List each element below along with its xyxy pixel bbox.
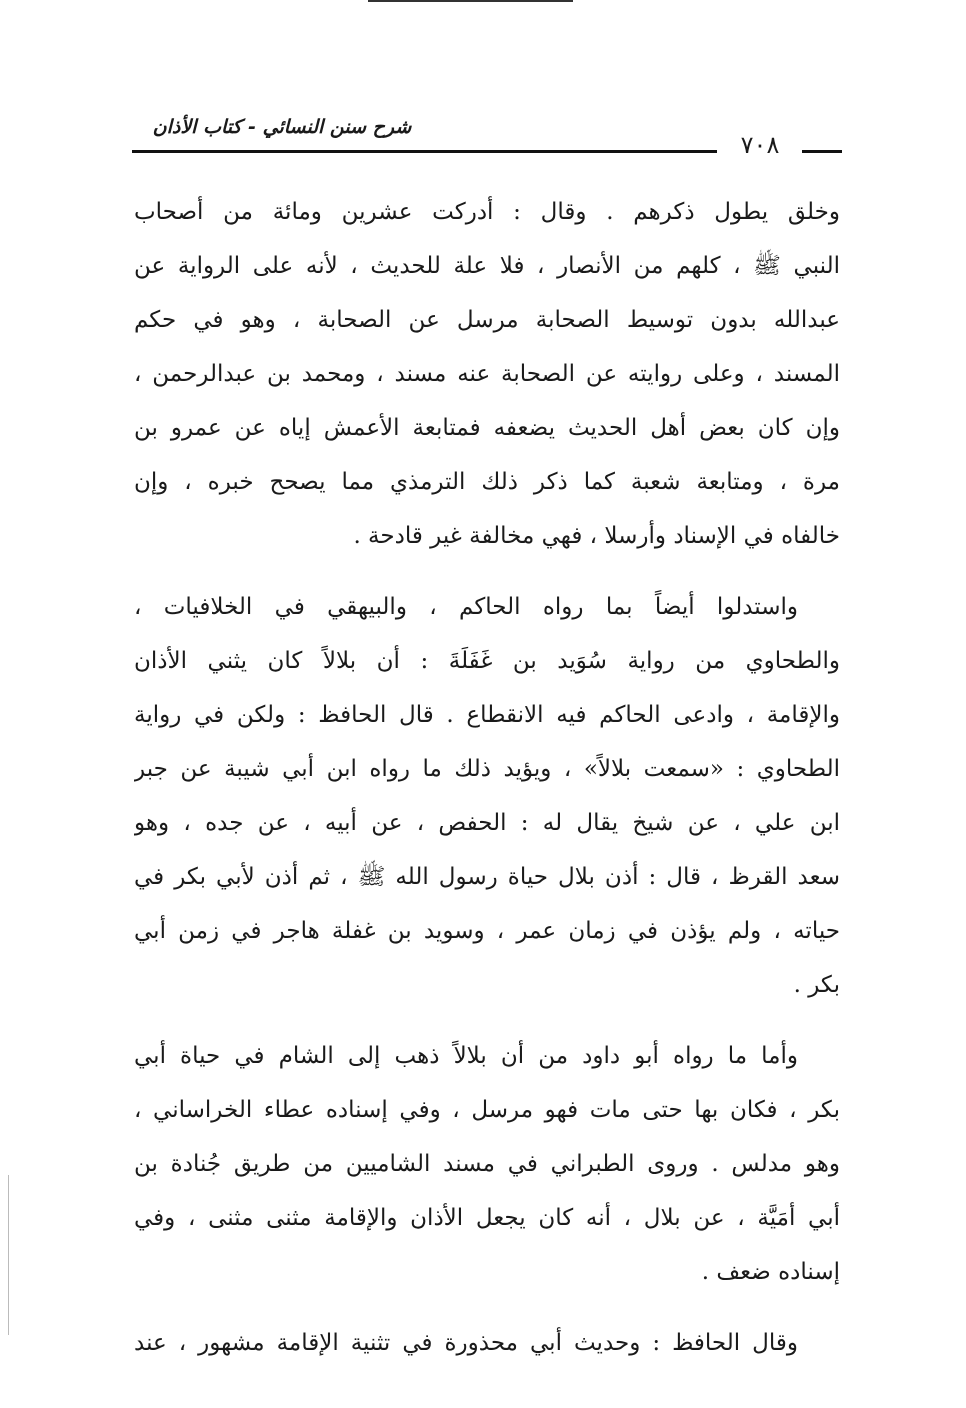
text-line: حياته ، ولم يؤذن في زمان عمر ، وسويد بن غفلة هاجر في زمن أبي [134,918,840,944]
text-line: مرة ، ومتابعة شعبة كما ذكر ذلك الترمذي مما يصحح خبره ، وإن [134,469,840,495]
text-line: إسناده ضعف . [701,1259,840,1285]
page-number-dash [802,150,842,153]
body-text [134,185,840,1370]
paragraph-3 [134,1029,840,1299]
text-line: النبي ﷺ ، كلهم من الأنصار ، فلا علة للحديث ، لأنه على الرواية عن [134,253,840,279]
text-line: سعد القرظ ، قال : أذن بلال حياة رسول الله ﷺ ، ثم أذن لأبي بكر في [134,864,840,890]
text-line: والطحاوي من رواية سُوَيد بن غَفَلَةَ : أن بلالاً كان يثني الأذان [134,648,840,674]
paragraph-2 [134,580,840,1012]
paragraph-4 [134,1316,840,1370]
text-line: وخلق يطول ذكرهم . وقال : أدركت عشرين ومائة من أصحاب [134,199,840,225]
text-line: والإقامة ، وادعى الحاكم فيه الانقطاع . قال الحافظ : ولكن في رواية [134,702,840,728]
text-line: بكر ، فكان بها حتى مات فهو مرسل ، وفي إسناده عطاء الخراساني ، [134,1097,840,1123]
text-line: المسند ، وعلى روايته عن الصحابة عنه مسند ، ومحمد بن عبدالرحمن ، [134,361,840,387]
text-line: واستدلوا أيضاً بما رواه الحاكم ، والبيهقي في الخلافيات ، [134,594,798,620]
text-line: بكر . [793,972,840,998]
text-line: وقال الحافظ : وحديث أبي محذورة في تثنية الإقامة مشهور ، عند [134,1330,798,1356]
text-line: أبي أمَيَّة ، عن بلال ، أنه كان يجعل الأذان والإقامة مثنى مثنى ، وفي [134,1205,840,1231]
page-header [132,112,842,160]
text-line: الطحاوي : «سمعت بلالاً» ، ويؤيد ذلك ما رواه ابن أبي شيبة عن جبر [134,756,840,782]
text-line: خالفاه في الإسناد وأرسلا ، فهي مخالفة غير قادحة . [353,523,840,549]
text-line: وإن كان بعض أهل الحديث يضعفه فمتابعة الأعمش إياه عن عمرو بن [134,415,840,441]
top-edge-rule [368,0,573,2]
text-line: ابن علي ، عن شيخ يقال له : الحفص ، عن أبيه ، عن جده ، وهو [134,810,840,836]
paragraph-1 [134,185,840,563]
text-line: وهو مدلس . وروى الطبراني في مسند الشاميين من طريق جُنادة بن [134,1151,840,1177]
text-line: وأما ما رواه أبو داود من أن بلالاً ذهب إلى الشام في حياة أبي [134,1043,798,1069]
header-rule [132,150,717,153]
running-title: شرح سنن النسائي - كتاب الأذان [152,116,412,138]
scan-edge-mark [8,1175,9,1335]
page-number: ٧٠٨ [740,131,780,159]
text-line: عبدالله بدون توسيط الصحابة مرسل عن الصحابة ، وهو في حكم [134,307,840,333]
